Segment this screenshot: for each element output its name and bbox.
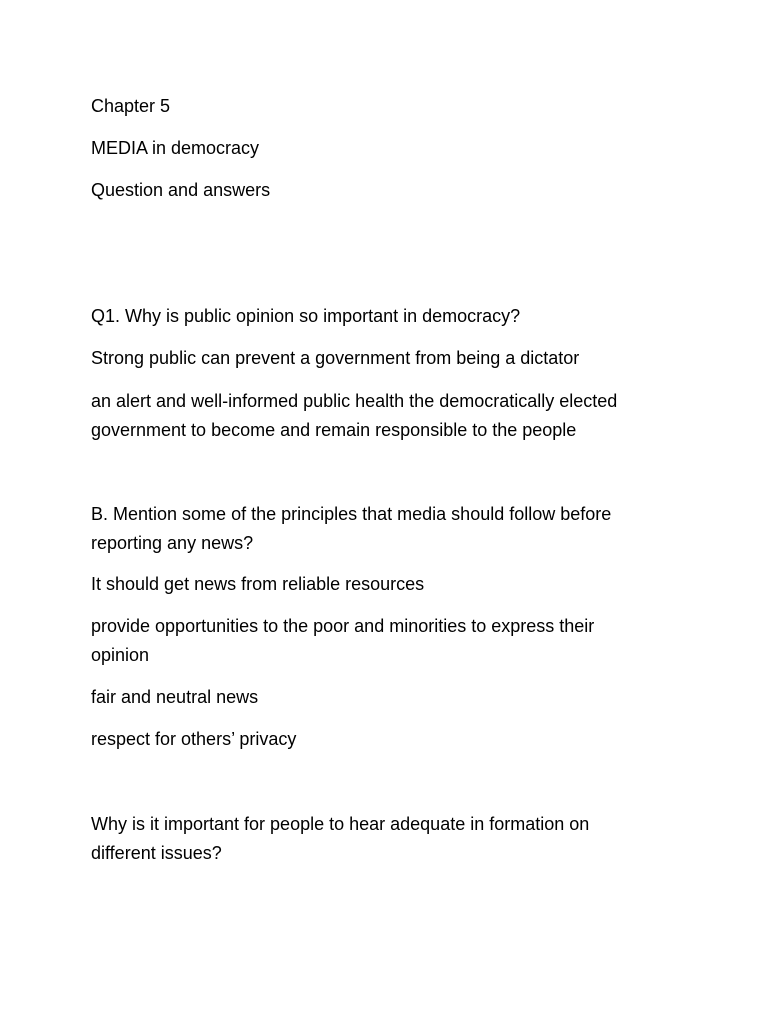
answer-1-line-1: Strong public can prevent a government from being a dictator (91, 348, 580, 368)
document-subtitle: Question and answers (91, 180, 271, 200)
question-b-line-2: reporting any news? (91, 533, 254, 553)
question-3-line-2: different issues? (91, 843, 222, 863)
question-b-line-1: B. Mention some of the principles that media should follow before (91, 504, 612, 524)
answer-1-line-3: government to become and remain responsible to the people (91, 420, 577, 440)
answer-b-line-1: It should get news from reliable resources (91, 574, 425, 594)
chapter-heading: Chapter 5 (91, 96, 171, 116)
document-title: MEDIA in democracy (91, 138, 260, 158)
answer-b-line-2: provide opportunities to the poor and minorities to express their (91, 616, 595, 636)
answer-b-line-3: opinion (91, 645, 150, 665)
answer-b-line-5: respect for others’ privacy (91, 729, 297, 749)
answer-1-line-2: an alert and well-informed public health the democratically elected (91, 391, 618, 411)
question-1: Q1. Why is public opinion so important in democracy? (91, 306, 521, 326)
question-3-line-1: Why is it important for people to hear adequate in formation on (91, 814, 590, 834)
answer-b-line-4: fair and neutral news (91, 687, 259, 707)
